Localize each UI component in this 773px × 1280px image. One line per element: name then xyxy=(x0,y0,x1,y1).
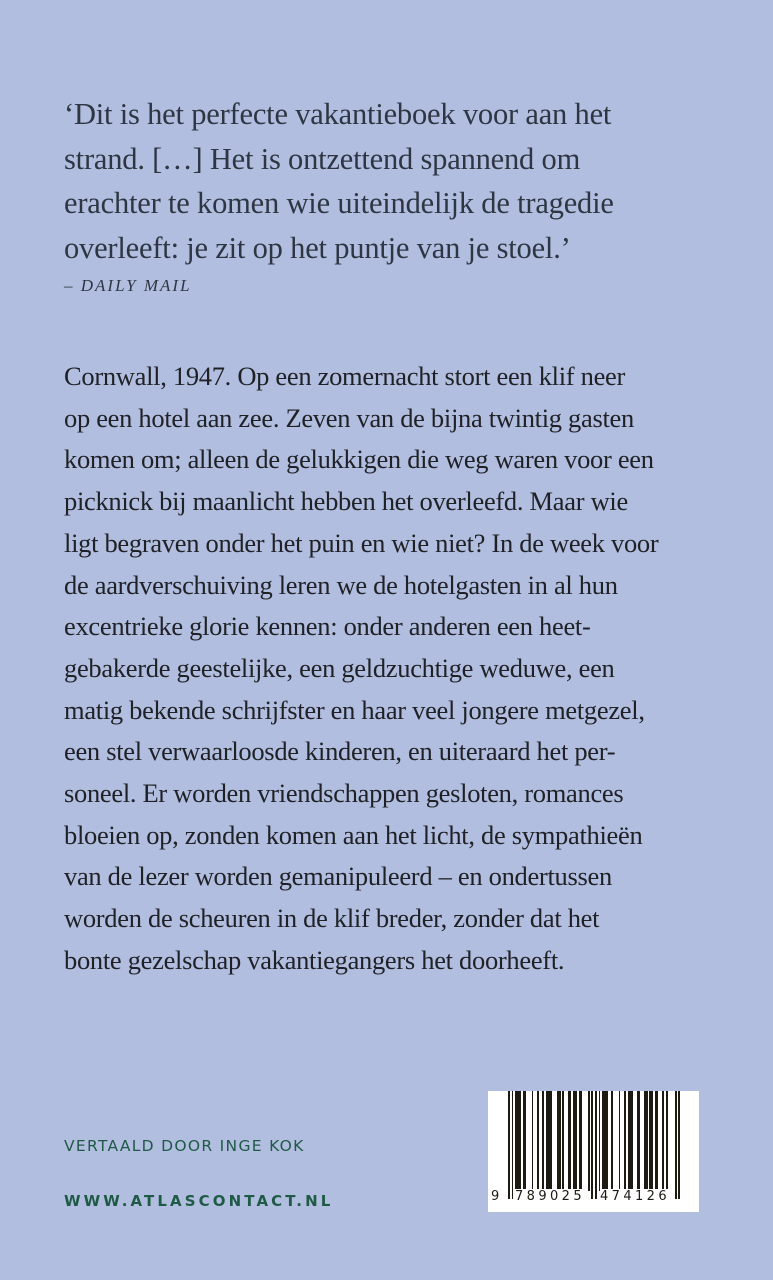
blurb-line: de aardverschuiving leren we de hotelgasten in al hun xyxy=(64,569,618,600)
isbn-barcode xyxy=(488,1091,699,1212)
blurb-line: excentrieke glorie kennen: onder anderen een heet- xyxy=(64,611,591,642)
quote-line: overleeft: je zit op het puntje van je stoel.’ xyxy=(64,230,571,265)
translator-credit: VERTAALD DOOR INGE KOK xyxy=(64,1137,305,1155)
barcode-digits-right: 474126 xyxy=(600,1189,671,1204)
blurb-line: van de lezer worden gemanipuleerd – en ondertussen xyxy=(64,861,612,892)
quote-line: ‘Dit is het perfecte vakantieboek voor aan het xyxy=(64,97,612,131)
blurb-line: een stel verwaarloosde kinderen, en uiteraard het per- xyxy=(64,736,616,767)
quote-line: erachter te komen wie uiteindelijk de tragedie xyxy=(64,186,614,220)
blurb-line: soneel. Er worden vriendschappen gesloten, romances xyxy=(64,778,624,809)
blurb-line: ligt begraven onder het puin en wie niet? In de week voor xyxy=(64,527,659,558)
blurb-line: picknick bij maanlicht hebben het overleefd. Maar wie xyxy=(64,486,628,517)
blurb-line: bloeien op, zonden komen aan het licht, de sympathieën xyxy=(64,819,643,850)
publisher-website: WWW.ATLASCONTACT.NL xyxy=(64,1192,334,1210)
book-blurb xyxy=(64,356,754,982)
blurb-line: gebakerde geestelijke, een geldzuchtige weduwe, een xyxy=(64,652,615,683)
blurb-line: op een hotel aan zee. Zeven van de bijna twintig gasten xyxy=(64,402,634,433)
barcode-digit-first: 9 xyxy=(491,1189,503,1204)
barcode-digits-left: 789025 xyxy=(515,1189,586,1204)
quote-attribution: – DAILY MAIL xyxy=(64,276,192,295)
press-quote xyxy=(64,92,754,270)
blurb-line: matig bekende schrijfster en haar veel jongere metgezel, xyxy=(64,694,645,725)
quote-line: strand. […] Het is ontzettend spannend om xyxy=(64,141,581,176)
blurb-line: bonte gezelschap vakantiegangers het doorheeft. xyxy=(64,944,565,975)
blurb-line: komen om; alleen de gelukkigen die weg waren voor een xyxy=(64,444,654,475)
blurb-line: worden de scheuren in de klif breder, zonder dat het xyxy=(64,903,600,934)
blurb-line: Cornwall, 1947. Op een zomernacht stort een klif neer xyxy=(64,361,626,391)
